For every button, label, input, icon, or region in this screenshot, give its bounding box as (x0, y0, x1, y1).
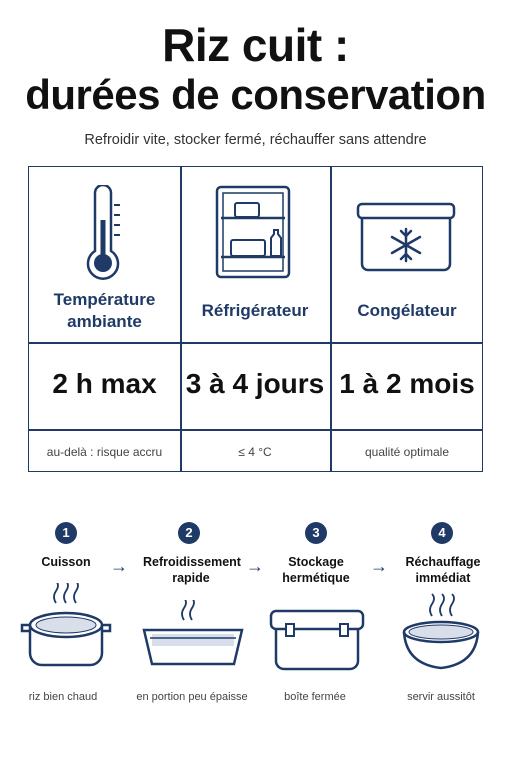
arrow-right-icon: → (110, 556, 128, 576)
step-label-4: Réchauffage immédiat (405, 555, 481, 585)
step-note-2: en portion peu épaisse (136, 691, 248, 703)
divider (29, 342, 482, 344)
step-note-1: riz bien chaud (28, 691, 98, 703)
step-note-3: boîte fermée (284, 691, 346, 703)
step-number-2: 2 (178, 522, 200, 544)
step-number-1: 1 (55, 522, 77, 544)
value-freezer: 1 à 2 mois (339, 368, 475, 399)
subtitle: Refroidir vite, stocker fermé, réchauffer sans attendre (84, 132, 427, 148)
bowl-icon (400, 588, 482, 678)
freezer-container-icon (356, 201, 456, 273)
note-fridge: ≤ 4 °C (238, 445, 272, 459)
storage-table (28, 166, 483, 472)
step-label-2: Refroidissement rapide (143, 555, 241, 585)
arrow-right-icon: → (370, 556, 388, 576)
step-number-4: 4 (431, 522, 453, 544)
label-freezer: Congélateur (357, 301, 457, 320)
fridge-icon (215, 185, 291, 280)
divider (29, 429, 482, 431)
step-label-3: Stockage hermétique (282, 555, 350, 585)
note-freezer: qualité optimale (364, 445, 450, 459)
note-ambient: au-delà : risque accru (46, 445, 163, 459)
value-fridge: 3 à 4 jours (185, 368, 325, 399)
tray-icon (140, 600, 246, 672)
step-number-3: 3 (305, 522, 327, 544)
sealed-box-icon (268, 608, 366, 674)
title-line-1: Riz cuit : (162, 19, 349, 71)
label-ambient: Température ambiante (53, 290, 156, 331)
step-label-1: Cuisson (41, 555, 91, 569)
title-line-2: durées de conservation (25, 71, 486, 118)
value-ambient: 2 h max (52, 368, 157, 399)
step-note-4: servir aussitôt (407, 691, 475, 703)
thermometer-icon (81, 185, 131, 280)
arrow-right-icon: → (246, 556, 264, 576)
pot-icon (18, 583, 114, 675)
label-fridge: Réfrigérateur (201, 301, 309, 320)
